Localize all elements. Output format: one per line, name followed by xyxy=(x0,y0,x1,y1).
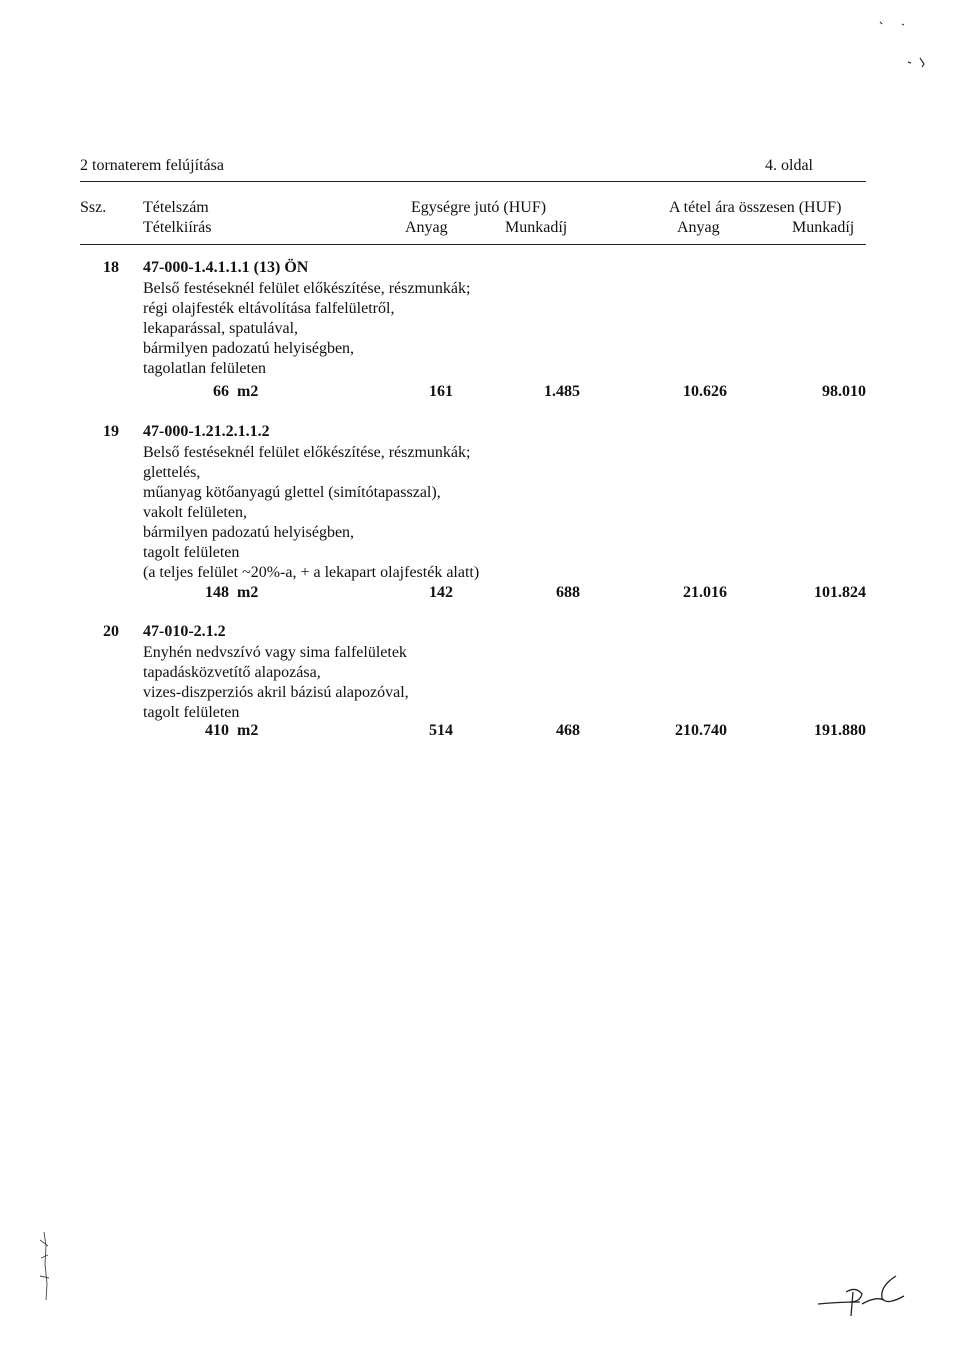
page-header xyxy=(80,155,865,181)
item-amounts xyxy=(80,722,866,742)
description-line: Enyhén nedvszívó vagy sima falfelületek xyxy=(143,644,407,661)
description-line: bármilyen padozatú helyiségben, xyxy=(143,340,355,357)
col-unit-anyag: Anyag xyxy=(405,219,448,236)
description-line: műanyag kötőanyagú glettel (simítótapasszal), xyxy=(143,484,441,501)
item-description xyxy=(143,443,663,583)
item-description xyxy=(143,643,663,723)
signature-initials xyxy=(818,1276,904,1316)
total-labor-price: 191.880 xyxy=(814,722,866,739)
description-line: (a teljes felület ~20%-a, + a lekapart olajfesték alatt) xyxy=(143,564,480,581)
description-line: Belső festéseknél felület előkészítése, részmunkák; xyxy=(143,444,471,461)
description-line: tagolatlan felületen xyxy=(143,360,267,377)
item-unit: m2 xyxy=(237,584,259,601)
item-number: 18 xyxy=(103,259,119,276)
unit-material-price: 161 xyxy=(429,383,453,400)
description-line: bármilyen padozatú helyiségben, xyxy=(143,524,355,541)
description-line: vakolt felületen, xyxy=(143,504,247,521)
item-number: 19 xyxy=(103,423,119,440)
description-line: lekaparással, spatulával, xyxy=(143,320,299,337)
line-item xyxy=(80,623,866,753)
col-total-group: A tétel ára összesen (HUF) xyxy=(669,199,842,216)
total-material-price: 210.740 xyxy=(675,722,727,739)
total-material-price: 21.016 xyxy=(683,584,727,601)
unit-labor-price: 468 xyxy=(556,722,580,739)
item-unit: m2 xyxy=(237,722,259,739)
item-code: 47-000-1.21.2.1.1.2 xyxy=(143,423,270,440)
item-description xyxy=(143,279,663,379)
header-rule xyxy=(80,181,866,182)
description-line: Belső festéseknél felület előkészítése, részmunkák; xyxy=(143,280,471,297)
line-item xyxy=(80,423,866,613)
unit-labor-price: 1.485 xyxy=(544,383,580,400)
line-item xyxy=(80,259,866,409)
item-quantity: 66 xyxy=(213,383,229,400)
col-tetelszam: Tételszám xyxy=(143,199,209,216)
col-unit-group: Egységre jutó (HUF) xyxy=(411,199,547,216)
item-quantity: 148 xyxy=(205,584,229,601)
item-number: 20 xyxy=(103,623,119,640)
column-header-rule xyxy=(80,244,866,245)
page-number: 4. oldal xyxy=(765,157,813,174)
unit-material-price: 514 xyxy=(429,722,453,739)
item-amounts xyxy=(80,383,866,403)
document-title: 2 tornaterem felújítása xyxy=(80,157,224,174)
col-tetelkiiras: Tételkiírás xyxy=(143,219,212,236)
unit-labor-price: 688 xyxy=(556,584,580,601)
item-unit: m2 xyxy=(237,383,259,400)
description-line: tagolt felületen xyxy=(143,704,240,721)
total-labor-price: 98.010 xyxy=(822,383,866,400)
description-line: glettelés, xyxy=(143,464,201,481)
col-total-anyag: Anyag xyxy=(677,219,720,236)
total-material-price: 10.626 xyxy=(683,383,727,400)
left-margin-mark xyxy=(40,1232,49,1300)
col-unit-munkadij: Munkadíj xyxy=(505,219,568,236)
col-total-munkadij: Munkadíj xyxy=(792,219,855,236)
description-line: tagolt felületen xyxy=(143,544,240,561)
total-labor-price: 101.824 xyxy=(814,584,866,601)
description-line: régi olajfesték eltávolítása falfelületről, xyxy=(143,300,395,317)
item-code: 47-010-2.1.2 xyxy=(143,623,226,640)
item-quantity: 410 xyxy=(205,722,229,739)
description-line: tapadásközvetítő alapozása, xyxy=(143,664,321,681)
item-amounts xyxy=(80,584,866,604)
item-code: 47-000-1.4.1.1.1 (13) ÖN xyxy=(143,259,309,276)
unit-material-price: 142 xyxy=(429,584,453,601)
col-ssz: Ssz. xyxy=(80,199,107,216)
corner-specks xyxy=(880,22,924,67)
description-line: vizes-diszperziós akril bázisú alapozóval, xyxy=(143,684,409,701)
